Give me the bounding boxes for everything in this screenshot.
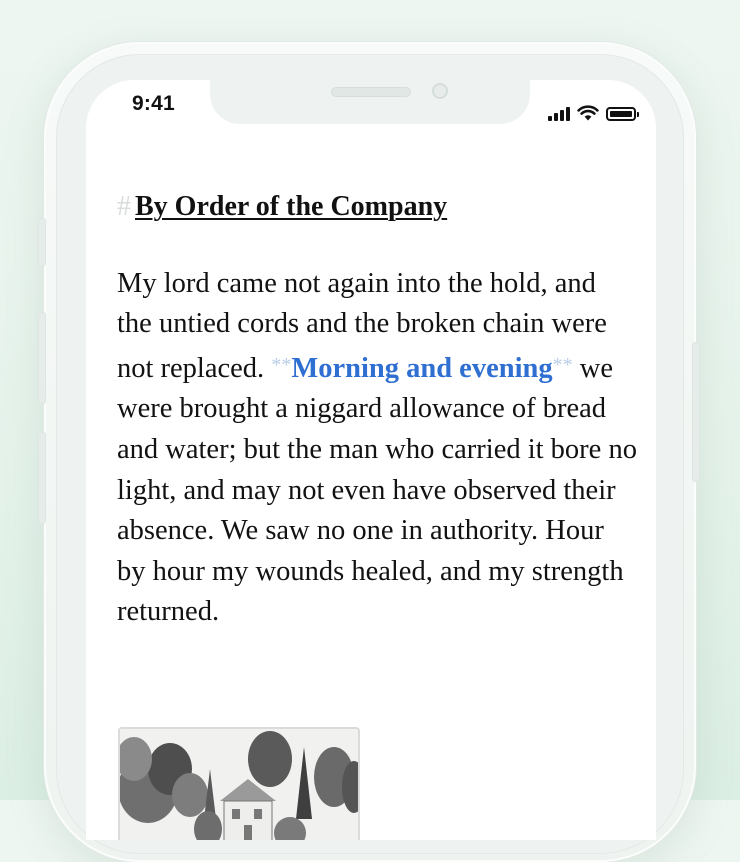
speaker bbox=[331, 87, 411, 97]
article bbox=[117, 190, 637, 661]
mute-switch bbox=[38, 218, 46, 266]
status-time: 9:41 bbox=[132, 92, 175, 115]
wifi-icon bbox=[577, 105, 599, 121]
camera bbox=[432, 83, 448, 99]
notch bbox=[210, 80, 530, 124]
heading-marker: # bbox=[117, 191, 131, 222]
signal-icon bbox=[548, 107, 570, 121]
bold-link[interactable]: Morning and evening bbox=[291, 352, 553, 384]
article-paragraph bbox=[117, 264, 637, 633]
heading-text: By Order of the Company bbox=[135, 191, 448, 222]
bold-open-marker: ** bbox=[271, 353, 292, 376]
engraving-illustration bbox=[120, 729, 358, 840]
power-button bbox=[692, 342, 700, 482]
article-image[interactable] bbox=[118, 727, 360, 840]
status-bar bbox=[86, 80, 656, 130]
volume-up-button bbox=[38, 312, 46, 404]
paragraph-text-after: we were brought a niggard allowance of bread and water; but the man who carried it bore no light, and may not even have observed their absence. We saw no one in authority. Hour by hour my wounds healed, and my strength returned. bbox=[117, 352, 637, 628]
status-icons bbox=[548, 105, 636, 121]
article-heading bbox=[117, 190, 637, 224]
volume-down-button bbox=[38, 432, 46, 524]
paragraph-text-before: My lord came not again into the hold, and the untied cords and the broken chain were not replaced. bbox=[117, 267, 607, 384]
battery-icon bbox=[606, 107, 636, 121]
bold-close-marker: ** bbox=[552, 353, 573, 376]
phone-screen bbox=[86, 80, 656, 840]
